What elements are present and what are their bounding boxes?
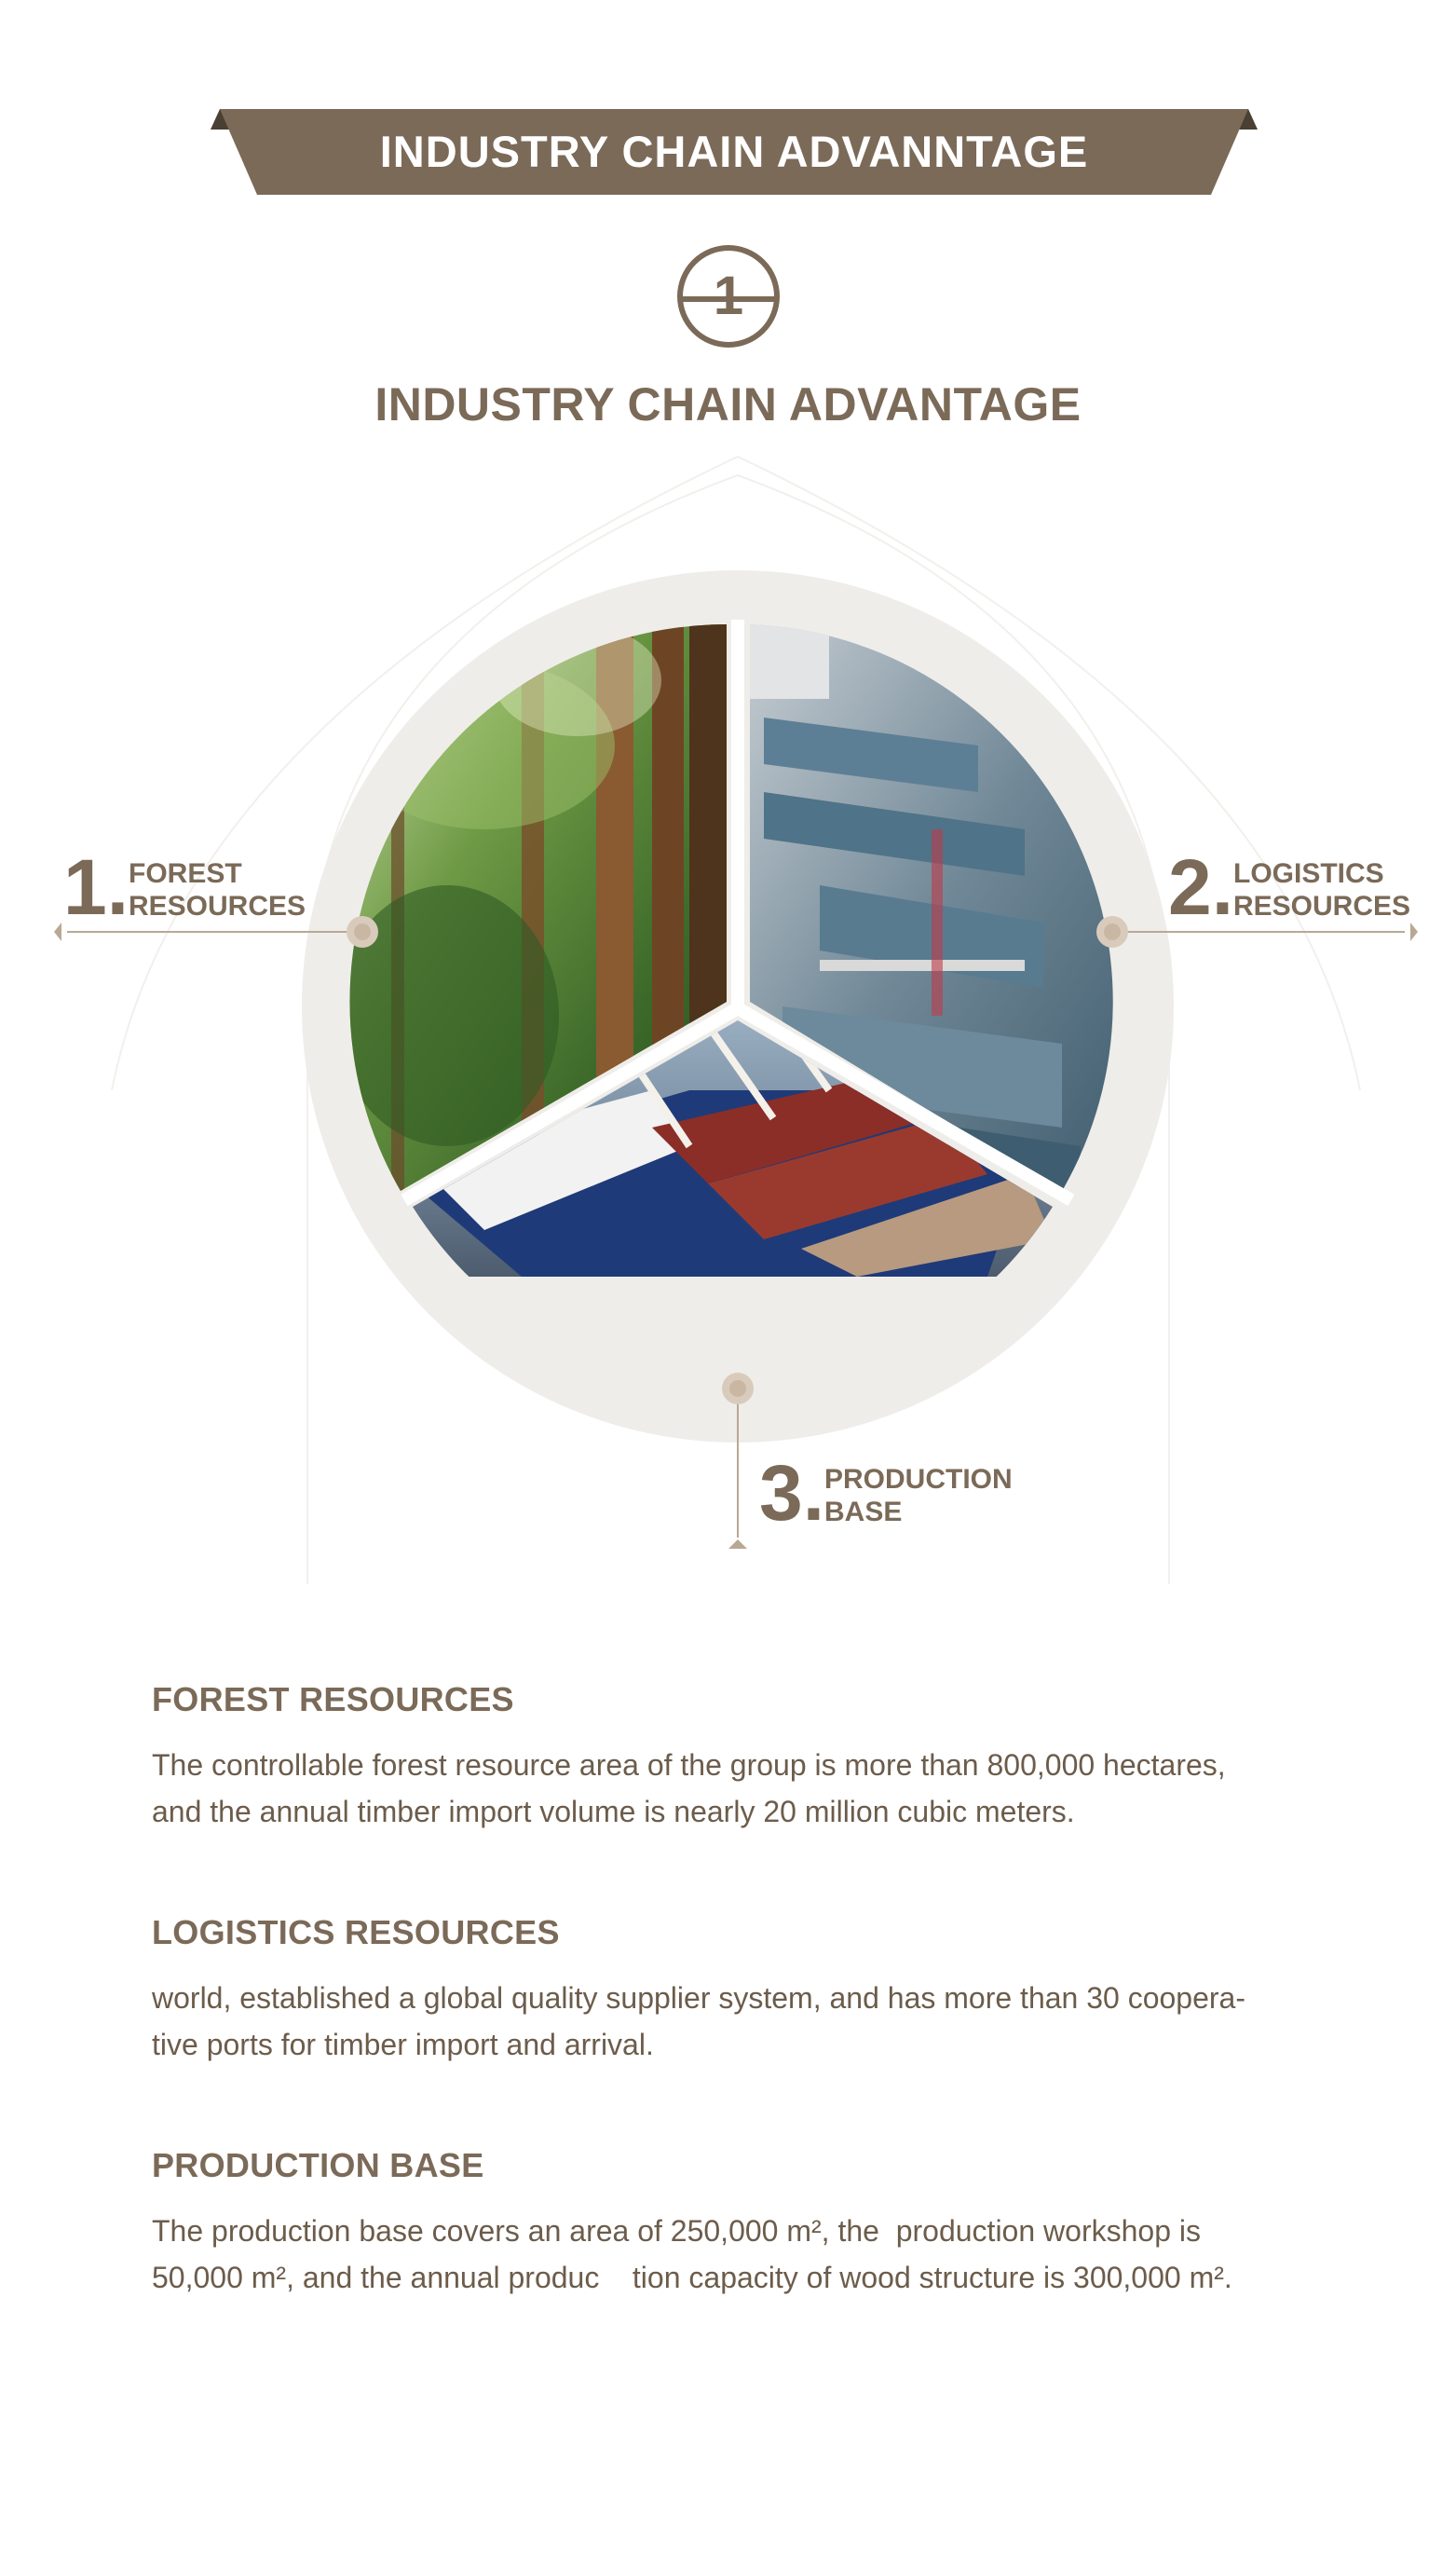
production-base-body bbox=[152, 2208, 1326, 2301]
forest-resources-line1: The controllable forest resource area of the group is more than 800,000 hectares, bbox=[152, 1748, 1226, 1782]
section-title: INDUSTRY CHAIN ADVANTAGE bbox=[374, 378, 1082, 431]
label-production bbox=[824, 1463, 1013, 1528]
label-forest bbox=[129, 857, 306, 923]
label-number-logistics: 2. bbox=[1168, 843, 1234, 931]
production-base-line2: 50,000 m², and the annual produc tion capacity of wood structure is 300,000 m². bbox=[152, 2261, 1232, 2294]
production-base-line1: The production base covers an area of 250,000 m², the production workshop is bbox=[152, 2214, 1201, 2248]
industry-chain-diagram bbox=[0, 438, 1456, 1603]
label-production-line1: PRODUCTION bbox=[824, 1464, 1013, 1495]
forest-resources-line2: and the annual timber import volume is nearly 20 million cubic meters. bbox=[152, 1795, 1075, 1828]
label-logistics bbox=[1233, 857, 1410, 923]
label-forest-line1: FOREST bbox=[129, 858, 242, 889]
logistics-resources-heading: LOGISTICS RESOURCES bbox=[152, 1913, 560, 1951]
banner-title: INDUSTRY CHAIN ADVANNTAGE bbox=[379, 127, 1089, 176]
label-logistics-line2: RESOURCES bbox=[1233, 891, 1411, 922]
production-base-heading: PRODUCTION BASE bbox=[152, 2146, 484, 2184]
logistics-resources-body bbox=[152, 1975, 1326, 2068]
section-number: 1 bbox=[713, 266, 744, 326]
header-banner bbox=[211, 109, 1258, 195]
forest-resources-heading: FOREST RESOURCES bbox=[152, 1680, 514, 1718]
label-forest-line2: RESOURCES bbox=[129, 891, 306, 922]
logistics-resources-line1: world, established a global quality supplier system, and has more than 30 coopera- bbox=[152, 1981, 1245, 2015]
label-number-forest: 1. bbox=[63, 843, 129, 931]
pie-diagram bbox=[0, 438, 1456, 1603]
connector-production bbox=[722, 1373, 754, 1549]
label-production-line2: BASE bbox=[824, 1497, 903, 1527]
label-number-production: 3. bbox=[759, 1449, 825, 1537]
label-logistics-line1: LOGISTICS bbox=[1233, 858, 1384, 889]
forest-resources-body bbox=[152, 1742, 1326, 1835]
logistics-resources-line2: tive ports for timber import and arrival. bbox=[152, 2028, 654, 2061]
